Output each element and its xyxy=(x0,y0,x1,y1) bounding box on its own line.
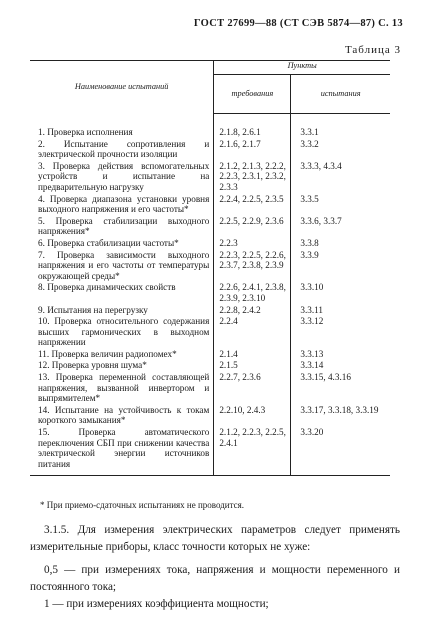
requirement-clauses-cell: 2.1.2, 2.1.3, 2.2.2, 2.2.3, 2.3.1, 2.3.2, 2.3.3 xyxy=(214,161,291,194)
test-clauses-cell: 3.3.9 xyxy=(291,250,390,283)
table-row xyxy=(30,372,390,405)
tests-table xyxy=(30,60,390,476)
test-clauses-cell: 3.3.8 xyxy=(291,238,390,250)
test-clauses-cell: 3.3.1 xyxy=(291,114,390,139)
requirement-clauses-cell: 2.2.10, 2.4.3 xyxy=(214,405,291,427)
table-row xyxy=(30,139,390,161)
test-clauses-cell: 3.3.3, 4.3.4 xyxy=(291,161,390,194)
paragraph-text: 3.1.5. Для измерения электрических параметров следует применять измерительные приборы, класс точности которых не хуже: xyxy=(30,524,400,553)
test-name-cell: 2. Испытание сопротивления и электрической прочности изоляции xyxy=(38,138,210,160)
list-item: 1 — при измерениях коэффициента мощности; xyxy=(44,598,269,610)
requirement-clauses-cell: 2.2.3 xyxy=(214,238,291,250)
col-header-points: Пункты xyxy=(214,61,390,75)
test-name-cell: 12. Проверка уровня шума* xyxy=(38,360,147,371)
requirement-clauses-cell: 2.2.7, 2.3.6 xyxy=(214,372,291,405)
test-name-cell: 3. Проверка действия вспомогательных устройств и испытание на предварительную нагрузку xyxy=(38,160,210,192)
test-name-cell: 7. Проверка зависимости выходного напряжения и его частоты от температуры окружающей среды* xyxy=(38,249,210,281)
table-row xyxy=(30,238,390,250)
table-row xyxy=(30,161,390,194)
test-clauses-cell: 3.3.10 xyxy=(291,282,390,304)
table-row xyxy=(30,427,390,476)
requirement-clauses-cell: 2.2.6, 2.4.1, 2.3.8, 2.3.9, 2.3.10 xyxy=(214,282,291,304)
test-clauses-cell: 3.3.11 xyxy=(291,305,390,317)
test-name-cell: 13. Проверка переменной составляющей напряжения, вызванной инвертором и выпрямителем* xyxy=(38,372,210,404)
requirement-clauses-cell: 2.2.4, 2.2.5, 2.3.5 xyxy=(214,194,291,216)
table-body xyxy=(30,114,390,476)
test-name-cell: 6. Проверка стабилизации частоты* xyxy=(38,237,179,248)
requirement-clauses-cell: 2.2.3, 2.2.5, 2.2.6, 2.3.7, 2.3.8, 2.3.9 xyxy=(214,250,291,283)
table-row xyxy=(30,349,390,361)
test-name-cell: 5. Проверка стабилизации выходного напряжения* xyxy=(38,215,210,237)
test-clauses-cell: 3.3.14 xyxy=(291,360,390,372)
test-clauses-cell: 3.3.13 xyxy=(291,349,390,361)
table-row xyxy=(30,114,390,139)
test-name-cell: 1. Проверка исполнения xyxy=(38,126,133,137)
test-name-cell: 9. Испытания на перегрузку xyxy=(38,304,148,315)
table-row xyxy=(30,250,390,283)
test-clauses-cell: 3.3.20 xyxy=(291,427,390,476)
requirement-clauses-cell: 2.2.4 xyxy=(214,316,291,349)
col-header-name: Наименование испытаний xyxy=(30,61,214,114)
footnote: * При приемо-сдаточных испытаниях не проводится. xyxy=(40,500,245,510)
test-clauses-cell: 3.3.15, 4.3.16 xyxy=(291,372,390,405)
test-clauses-cell: 3.3.5 xyxy=(291,194,390,216)
table-row xyxy=(30,305,390,317)
requirement-clauses-cell: 2.2.5, 2.2.9, 2.3.6 xyxy=(214,216,291,238)
col-header-req: требования xyxy=(214,75,291,114)
test-name-cell: 11. Проверка величин радиопомех* xyxy=(38,348,177,359)
requirement-clauses-cell: 2.1.6, 2.1.7 xyxy=(214,139,291,161)
test-clauses-cell: 3.3.17, 3.3.18, 3.3.19 xyxy=(291,405,390,427)
requirement-clauses-cell: 2.1.5 xyxy=(214,360,291,372)
requirement-clauses-cell: 2.1.4 xyxy=(214,349,291,361)
requirement-clauses-cell: 2.1.8, 2.6.1 xyxy=(214,114,291,139)
test-name-cell: 15. Проверка автоматического переключения СБП при снижении качества электрической энергии источников питания xyxy=(30,427,214,476)
test-name-cell: 14. Испытание на устойчивость к токам короткого замыкания* xyxy=(38,404,210,426)
running-head: ГОСТ 27699—88 (СТ СЭВ 5874—87) С. 13 xyxy=(193,18,403,29)
col-header-test: испытания xyxy=(291,75,390,114)
test-clauses-cell: 3.3.2 xyxy=(291,139,390,161)
table-row xyxy=(30,316,390,349)
list-item: 0,5 — при измерениях тока, напряжения и мощности переменного и постоянного тока; xyxy=(30,564,400,593)
table-caption: Таблица 3 xyxy=(344,44,401,56)
table-row xyxy=(30,405,390,427)
test-name-cell: 4. Проверка диапазона установки уровня выходного напряжения и его частоты* xyxy=(38,193,210,215)
test-name-cell: 8. Проверка динамических свойств xyxy=(38,282,176,293)
requirement-clauses-cell: 2.1.2, 2.2.3, 2.2.5, 2.4.1 xyxy=(214,427,291,476)
table-row xyxy=(30,194,390,216)
test-name-cell: 10. Проверка относительного содержания высших гармонических в выходном напряжении xyxy=(38,316,210,348)
paragraph-3-1-5 xyxy=(30,522,400,556)
paragraph-list xyxy=(30,562,400,613)
test-clauses-cell: 3.3.12 xyxy=(291,316,390,349)
requirement-clauses-cell: 2.2.8, 2.4.2 xyxy=(214,305,291,317)
table-row xyxy=(30,282,390,304)
table-row xyxy=(30,216,390,238)
table-row xyxy=(30,360,390,372)
test-clauses-cell: 3.3.6, 3.3.7 xyxy=(291,216,390,238)
